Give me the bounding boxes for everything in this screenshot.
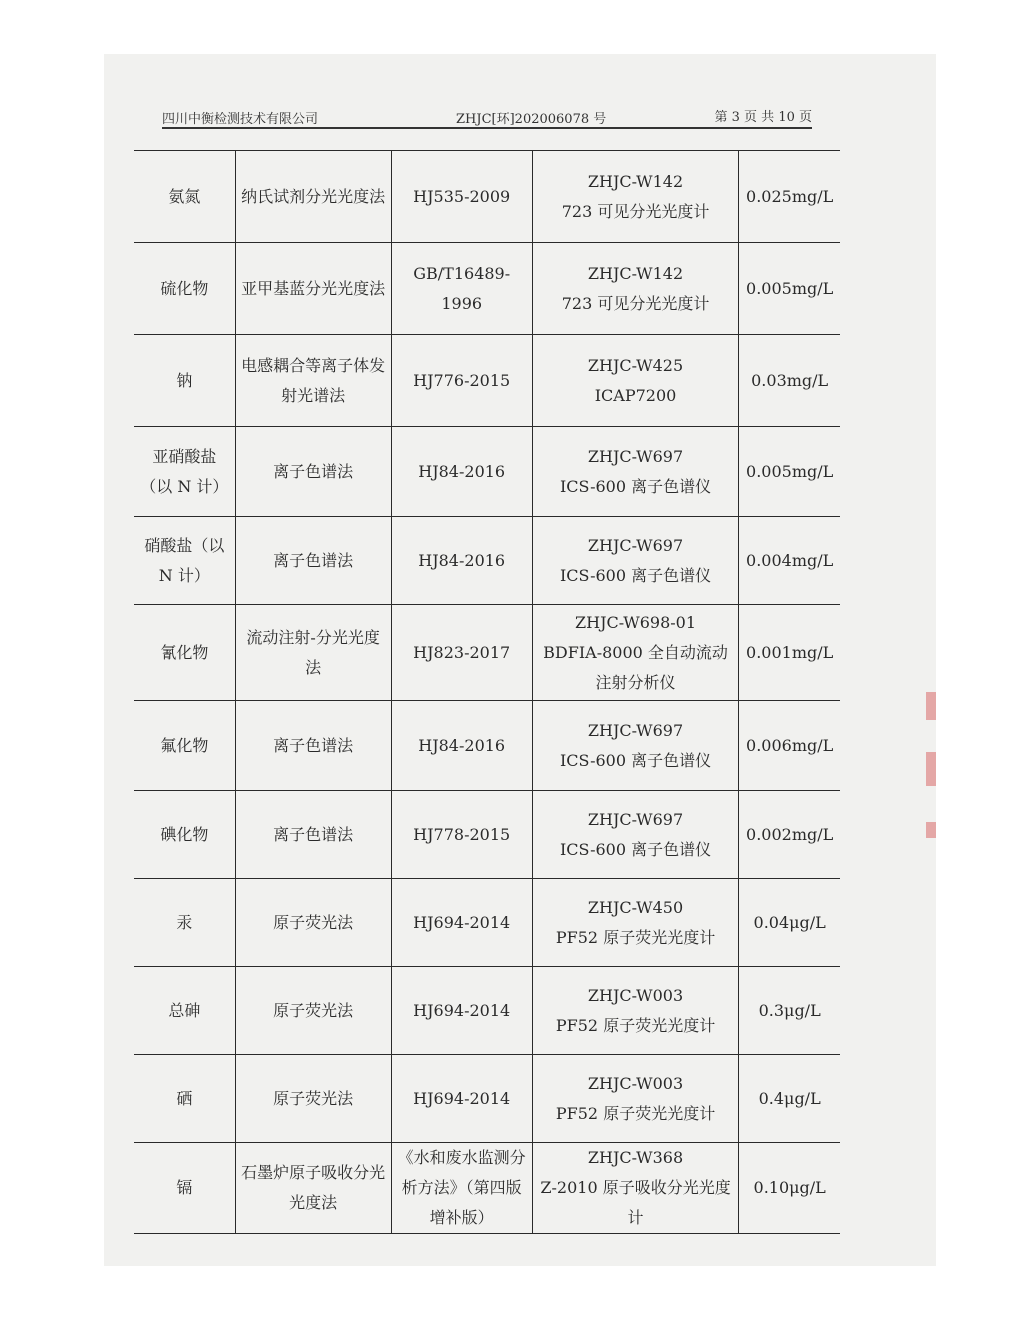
item-cell: 氟化物: [134, 701, 235, 791]
instrument-id: ZHJC-W450: [587, 897, 684, 917]
item-cell: 硝酸盐（以 N 计）: [134, 517, 235, 605]
item-cell: 总砷: [134, 967, 235, 1055]
method-cell: 离子色谱法: [235, 791, 391, 879]
instrument-cell: [532, 243, 739, 335]
method-cell: 原子荧光法: [235, 879, 391, 967]
method-cell: 纳氏试剂分光光度法: [235, 151, 391, 243]
method-cell: 亚甲基蓝分光光度法: [235, 243, 391, 335]
instrument-id: ZHJC-W697: [587, 535, 684, 555]
instrument-cell: [532, 427, 739, 517]
method-cell: 流动注射-分光光度法: [235, 605, 391, 701]
table-row: [134, 243, 840, 335]
item-cell: 镉: [134, 1143, 235, 1234]
instrument-id: ZHJC-W003: [587, 985, 684, 1005]
detection-limit-cell: 0.10μg/L: [739, 1143, 840, 1234]
method-cell: 离子色谱法: [235, 701, 391, 791]
standard-cell: HJ776-2015: [391, 335, 532, 427]
instrument-name: ICS-600 离子色谱仪: [559, 839, 712, 859]
detection-limit-cell: 0.006mg/L: [739, 701, 840, 791]
report-number: ZHJC[环]202006078 号: [456, 112, 607, 127]
method-cell: 原子荧光法: [235, 1055, 391, 1143]
instrument-id: ZHJC-W697: [587, 720, 684, 740]
table-row: [134, 427, 840, 517]
item-cell: 钠: [134, 335, 235, 427]
method-cell: 电感耦合等离子体发射光谱法: [235, 335, 391, 427]
standard-cell: HJ84-2016: [391, 427, 532, 517]
instrument-id: ZHJC-W368: [587, 1148, 684, 1167]
table-row: [134, 605, 840, 701]
method-cell: 石墨炉原子吸收分光光度法: [235, 1143, 391, 1234]
detection-limit-cell: 0.04μg/L: [739, 879, 840, 967]
instrument-name: PF52 原子荧光光度计: [555, 927, 716, 947]
instrument-id: ZHJC-W697: [587, 809, 684, 829]
instrument-id: ZHJC-W697: [587, 446, 684, 466]
item-cell: 亚硝酸盐（以 N 计）: [134, 427, 235, 517]
item-cell: 碘化物: [134, 791, 235, 879]
standard-cell: HJ823-2017: [391, 605, 532, 701]
item-cell: 氨氮: [134, 151, 235, 243]
method-cell: 离子色谱法: [235, 517, 391, 605]
instrument-cell: [532, 335, 739, 427]
item-cell: 氰化物: [134, 605, 235, 701]
method-cell: 原子荧光法: [235, 967, 391, 1055]
instrument-id: ZHJC-W698-01: [575, 612, 697, 632]
detection-limit-cell: 0.004mg/L: [739, 517, 840, 605]
table-row: [134, 967, 840, 1055]
instrument-id: ZHJC-W142: [587, 263, 684, 283]
method-cell: 离子色谱法: [235, 427, 391, 517]
instrument-name: ICAP7200: [594, 385, 677, 405]
table-body: [134, 151, 840, 1234]
standard-cell: HJ84-2016: [391, 517, 532, 605]
instrument-name: 723 可见分光光度计: [561, 201, 710, 221]
seal-fragment: [926, 822, 936, 838]
instrument-name: Z-2010 原子吸收分光光度计: [540, 1178, 731, 1227]
instrument-name: ICS-600 离子色谱仪: [559, 565, 712, 585]
instrument-name: ICS-600 离子色谱仪: [559, 750, 712, 770]
standard-cell: GB/T16489-1996: [391, 243, 532, 335]
instrument-cell: [532, 605, 739, 701]
instrument-cell: [532, 701, 739, 791]
standard-cell: HJ694-2014: [391, 967, 532, 1055]
standard-cell: HJ694-2014: [391, 1055, 532, 1143]
seal-fragment: [926, 752, 936, 786]
detection-limit-cell: 0.4μg/L: [739, 1055, 840, 1143]
table-row: [134, 151, 840, 243]
instrument-cell: [532, 1055, 739, 1143]
detection-limit-cell: 0.005mg/L: [739, 243, 840, 335]
table-row: [134, 791, 840, 879]
item-cell: 硒: [134, 1055, 235, 1143]
report-header: [162, 100, 812, 128]
detection-limit-cell: 0.025mg/L: [739, 151, 840, 243]
instrument-cell: [532, 151, 739, 243]
instrument-cell: [532, 967, 739, 1055]
page-indicator: 第 3 页 共 10 页: [714, 110, 812, 125]
instrument-name: PF52 原子荧光光度计: [555, 1103, 716, 1123]
instrument-name: ICS-600 离子色谱仪: [559, 476, 712, 496]
standard-cell: HJ535-2009: [391, 151, 532, 243]
item-cell: 硫化物: [134, 243, 235, 335]
instrument-id: ZHJC-W425: [587, 355, 684, 375]
instrument-cell: [532, 791, 739, 879]
company-name: 四川中衡检测技术有限公司: [162, 112, 319, 127]
detection-limit-cell: 0.03mg/L: [739, 335, 840, 427]
instrument-cell: [532, 517, 739, 605]
detection-limit-cell: 0.005mg/L: [739, 427, 840, 517]
standard-cell: 《水和废水监测分析方法》（第四版增补版）: [391, 1143, 532, 1234]
seal-fragment: [926, 692, 936, 720]
item-cell: 汞: [134, 879, 235, 967]
instrument-id: ZHJC-W142: [587, 171, 684, 191]
detection-limit-cell: 0.002mg/L: [739, 791, 840, 879]
instrument-cell: [532, 879, 739, 967]
instrument-name: 723 可见分光光度计: [561, 293, 710, 313]
instrument-name: BDFIA-8000 全自动流动注射分析仪: [543, 642, 728, 692]
instrument-id: ZHJC-W003: [587, 1073, 684, 1093]
table-row: [134, 1143, 840, 1234]
test-methods-table: [134, 150, 840, 1234]
standard-cell: HJ778-2015: [391, 791, 532, 879]
standard-cell: HJ84-2016: [391, 701, 532, 791]
table-row: [134, 1055, 840, 1143]
detection-limit-cell: 0.3μg/L: [739, 967, 840, 1055]
table-row: [134, 517, 840, 605]
instrument-cell: [532, 1143, 739, 1234]
detection-limit-cell: 0.001mg/L: [739, 605, 840, 701]
table-row: [134, 879, 840, 967]
table-row: [134, 335, 840, 427]
standard-cell: HJ694-2014: [391, 879, 532, 967]
header-divider: [162, 127, 812, 129]
table-row: [134, 701, 840, 791]
instrument-name: PF52 原子荧光光度计: [555, 1015, 716, 1035]
